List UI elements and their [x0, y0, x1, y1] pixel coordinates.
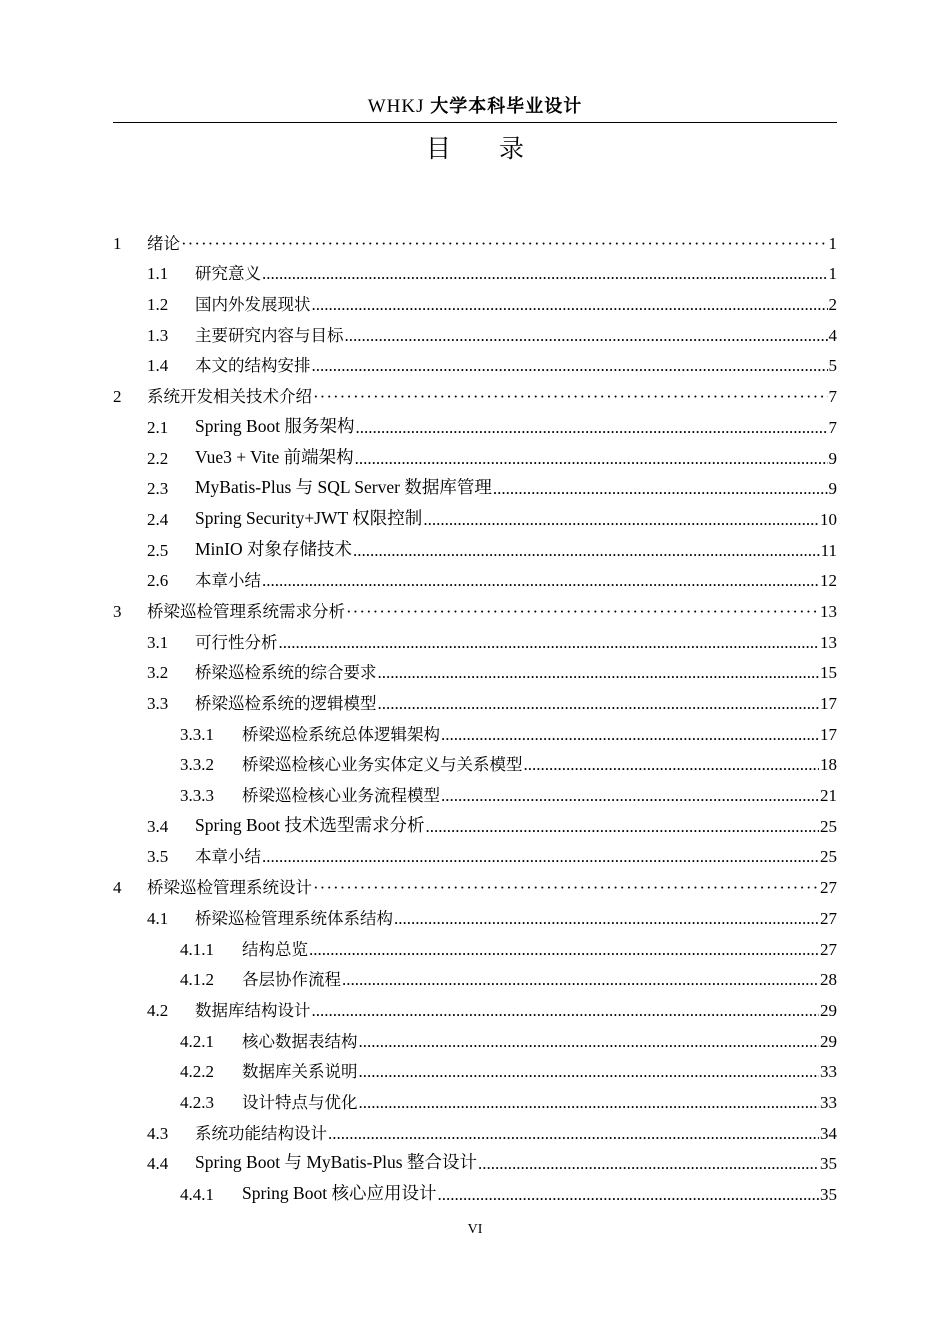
toc-entry-page: 18: [820, 755, 837, 775]
toc-entry-number: 1.2: [147, 295, 169, 315]
toc-entry[interactable]: [113, 745, 837, 776]
toc-entry[interactable]: [113, 653, 837, 684]
toc-entry-number: 2.5: [147, 540, 169, 560]
toc-entry-number: 4.1.2: [180, 970, 214, 990]
toc-entry-title: 系统功能结构设计: [195, 1123, 327, 1143]
toc-dot-leader: [423, 510, 819, 530]
toc-dot-leader: [342, 970, 819, 990]
toc-dot-leader: [441, 725, 819, 745]
toc-entry-number: 3: [113, 601, 122, 621]
toc-entry[interactable]: [113, 284, 837, 315]
toc-entry[interactable]: [113, 346, 837, 377]
toc-entry[interactable]: [113, 438, 837, 469]
toc-entry-number: 2.1: [147, 417, 169, 437]
toc-entry[interactable]: [113, 315, 837, 346]
toc-dot-leader: [437, 1185, 819, 1205]
toc-dot-leader: [353, 541, 820, 561]
toc-entry-page: 25: [820, 816, 837, 836]
toc-entry-title: MyBatis-Plus 与 SQL Server 数据库管理: [195, 477, 492, 498]
toc-entry-title: 国内外发展现状: [195, 295, 311, 315]
toc-dot-leader: [394, 909, 819, 929]
toc-dot-leader: [313, 387, 828, 407]
toc-entry[interactable]: [113, 929, 837, 960]
toc-entry-page: 27: [820, 878, 837, 898]
toc-dot-leader: [493, 479, 828, 499]
toc-entry-title: 主要研究内容与目标: [195, 325, 344, 345]
toc-entry[interactable]: [113, 1144, 837, 1175]
toc-entry-title: 研究意义: [195, 264, 261, 284]
toc-dot-leader: [478, 1154, 819, 1174]
toc-entry-page: 11: [820, 540, 837, 560]
toc-entry-title: 可行性分析: [195, 632, 278, 652]
toc-entry-number: 4.4.1: [180, 1185, 214, 1204]
toc-dot-leader: [359, 1062, 820, 1082]
toc-dot-leader: [425, 817, 819, 837]
toc-dot-leader: [312, 356, 828, 376]
toc-entry-number: 4.3: [147, 1123, 169, 1143]
toc-entry[interactable]: [113, 1021, 837, 1052]
toc-entry-page: 5: [828, 356, 837, 376]
toc-entry[interactable]: [113, 223, 837, 254]
toc-entry-page: 13: [820, 632, 837, 652]
toc-entry[interactable]: [113, 990, 837, 1021]
toc-entry-page: 27: [820, 939, 837, 959]
toc-entry[interactable]: [113, 867, 837, 898]
toc-entry-page: 34: [820, 1123, 837, 1143]
toc-entry-page: 35: [820, 1154, 837, 1174]
toc-entry-number: 3.5: [147, 847, 169, 867]
toc-entry-number: 3.3.3: [180, 786, 214, 806]
page-header: [113, 92, 837, 123]
table-of-contents: [113, 223, 837, 1205]
toc-entry[interactable]: [113, 683, 837, 714]
header-school-title: 大学本科毕业设计: [430, 96, 583, 117]
toc-entry-title: 结构总览: [242, 939, 308, 959]
toc-dot-leader: [346, 602, 819, 622]
toc-entry-number: 3.2: [147, 663, 169, 683]
toc-entry-title: Spring Boot 与 MyBatis-Plus 整合设计: [195, 1152, 477, 1173]
toc-entry[interactable]: [113, 622, 837, 653]
toc-entry-page: 15: [820, 663, 837, 683]
toc-entry-number: 3.1: [147, 632, 169, 652]
toc-entry-title: 本章小结: [195, 571, 261, 591]
toc-entry[interactable]: [113, 1113, 837, 1144]
toc-entry-page: 2: [828, 295, 837, 315]
toc-entry-number: 3.4: [147, 816, 169, 836]
toc-entry-page: 21: [820, 786, 837, 806]
toc-entry-page: 1: [828, 233, 837, 253]
toc-entry[interactable]: [113, 530, 837, 561]
toc-entry-title: Spring Boot 技术选型需求分析: [195, 814, 425, 835]
toc-entry[interactable]: [113, 469, 837, 500]
toc-dot-leader: [359, 1032, 820, 1052]
header-prefix: WHKJ: [367, 96, 425, 117]
toc-entry-page: 7: [828, 387, 837, 407]
toc-dot-leader: [181, 234, 828, 254]
toc-entry[interactable]: [113, 591, 837, 622]
toc-entry[interactable]: [113, 714, 837, 745]
toc-dot-leader: [262, 847, 819, 867]
toc-entry-page: 25: [820, 847, 837, 867]
toc-entry-number: 4.2: [147, 1000, 169, 1020]
toc-entry-page: 1: [828, 264, 837, 284]
page-number: VI: [467, 1222, 483, 1237]
toc-dot-leader: [328, 1124, 819, 1144]
toc-entry-page: 33: [820, 1062, 837, 1082]
toc-entry-number: 2.6: [147, 571, 169, 591]
toc-dot-leader: [378, 694, 820, 714]
toc-entry-number: 1.1: [147, 264, 169, 284]
toc-entry-number: 4.1: [147, 908, 169, 928]
toc-entry[interactable]: [113, 499, 837, 530]
toc-entry-title: 绪论: [147, 233, 180, 253]
toc-entry-page: 9: [828, 479, 837, 499]
toc-entry-number: 2: [113, 387, 122, 407]
header-title: [368, 92, 583, 122]
toc-entry-page: 10: [820, 509, 837, 529]
toc-entry[interactable]: [113, 1082, 837, 1113]
toc-entry-number: 4.2.2: [180, 1062, 214, 1082]
toc-entry-title: 桥梁巡检系统总体逻辑架构: [242, 724, 440, 744]
toc-entry-title: 本文的结构安排: [195, 356, 311, 376]
toc-entry-title: 桥梁巡检管理系统需求分析: [147, 601, 345, 621]
toc-entry[interactable]: [113, 960, 837, 991]
toc-entry-title: 桥梁巡检系统的综合要求: [195, 663, 377, 683]
toc-entry-number: 3.3.2: [180, 755, 214, 775]
toc-entry-title: 桥梁巡检核心业务实体定义与关系模型: [242, 755, 523, 775]
toc-entry[interactable]: [113, 407, 837, 438]
toc-dot-leader: [313, 878, 819, 898]
toc-dot-leader: [355, 449, 828, 469]
toc-entry-page: 27: [820, 908, 837, 928]
toc-dot-leader: [355, 418, 827, 438]
toc-entry-title: 本章小结: [195, 847, 261, 867]
toc-entry-page: 33: [820, 1092, 837, 1112]
toc-entry-page: 4: [828, 325, 837, 345]
toc-entry-title: Spring Boot 核心应用设计: [242, 1183, 437, 1203]
toc-entry[interactable]: [113, 254, 837, 285]
toc-entry-title: 桥梁巡检核心业务流程模型: [242, 786, 440, 806]
toc-dot-leader: [279, 633, 820, 653]
toc-entry-number: 3.3: [147, 694, 169, 713]
toc-entry-title: 数据库结构设计: [195, 1000, 311, 1020]
toc-entry-title: Spring Security+JWT 权限控制: [195, 507, 423, 528]
toc-entry-page: 13: [820, 601, 837, 621]
toc-entry-number: 4.1.1: [180, 939, 214, 959]
toc-dot-leader: [309, 940, 819, 960]
toc-entry[interactable]: [113, 561, 837, 592]
toc-dot-leader: [441, 786, 819, 806]
toc-entry-number: 2.2: [147, 448, 169, 468]
toc-dot-leader: [378, 663, 820, 683]
toc-dot-leader: [312, 1001, 820, 1021]
toc-entry-title: Spring Boot 服务架构: [195, 415, 355, 436]
toc-entry-number: 4: [113, 878, 122, 898]
toc-entry[interactable]: [113, 837, 837, 868]
toc-entry-page: 35: [820, 1185, 837, 1204]
toc-entry-title: Vue3 + Vite 前端架构: [195, 446, 354, 467]
toc-entry-number: 4.2.1: [180, 1031, 214, 1051]
toc-entry-title: 桥梁巡检管理系统体系结构: [195, 908, 393, 928]
toc-entry-number: 2.4: [147, 509, 169, 529]
toc-entry-number: 1: [113, 233, 122, 253]
page-title: 目 录: [426, 134, 544, 163]
toc-entry-title: 桥梁巡检系统的逻辑模型: [195, 694, 377, 713]
toc-entry-number: 4.4: [147, 1154, 169, 1174]
toc-dot-leader: [359, 1093, 820, 1113]
toc-entry-page: 29: [820, 1000, 837, 1020]
toc-entry-title: 系统开发相关技术介绍: [147, 387, 312, 407]
toc-entry-page: 12: [820, 571, 837, 591]
toc-dot-leader: [345, 326, 828, 346]
toc-entry-page: 29: [820, 1031, 837, 1051]
toc-entry[interactable]: [113, 1174, 837, 1205]
toc-entry-title: 各层协作流程: [242, 970, 341, 990]
toc-entry[interactable]: [113, 775, 837, 806]
toc-entry-number: 1.3: [147, 325, 169, 345]
toc-entry[interactable]: [113, 376, 837, 407]
toc-entry-number: 1.4: [147, 356, 169, 376]
toc-entry-title: MinIO 对象存储技术: [195, 538, 353, 559]
toc-dot-leader: [262, 264, 828, 284]
toc-entry[interactable]: [113, 806, 837, 837]
toc-dot-leader: [262, 571, 819, 591]
toc-entry-page: 9: [828, 448, 837, 468]
toc-entry-number: 2.3: [147, 479, 169, 499]
toc-entry[interactable]: [113, 898, 837, 929]
toc-dot-leader: [524, 755, 820, 775]
toc-entry-title: 桥梁巡检管理系统设计: [147, 878, 312, 898]
toc-entry-number: 4.2.3: [180, 1092, 214, 1112]
toc-entry-title: 设计特点与优化: [242, 1092, 358, 1112]
toc-entry-number: 3.3.1: [180, 724, 214, 744]
toc-entry-title: 核心数据表结构: [242, 1031, 358, 1051]
toc-entry-page: 17: [820, 694, 837, 713]
toc-entry-page: 7: [828, 417, 837, 437]
toc-entry[interactable]: [113, 1052, 837, 1083]
toc-entry-page: 17: [820, 724, 837, 744]
toc-dot-leader: [312, 295, 828, 315]
toc-entry-page: 28: [820, 970, 837, 990]
toc-entry-title: 数据库关系说明: [242, 1062, 358, 1082]
